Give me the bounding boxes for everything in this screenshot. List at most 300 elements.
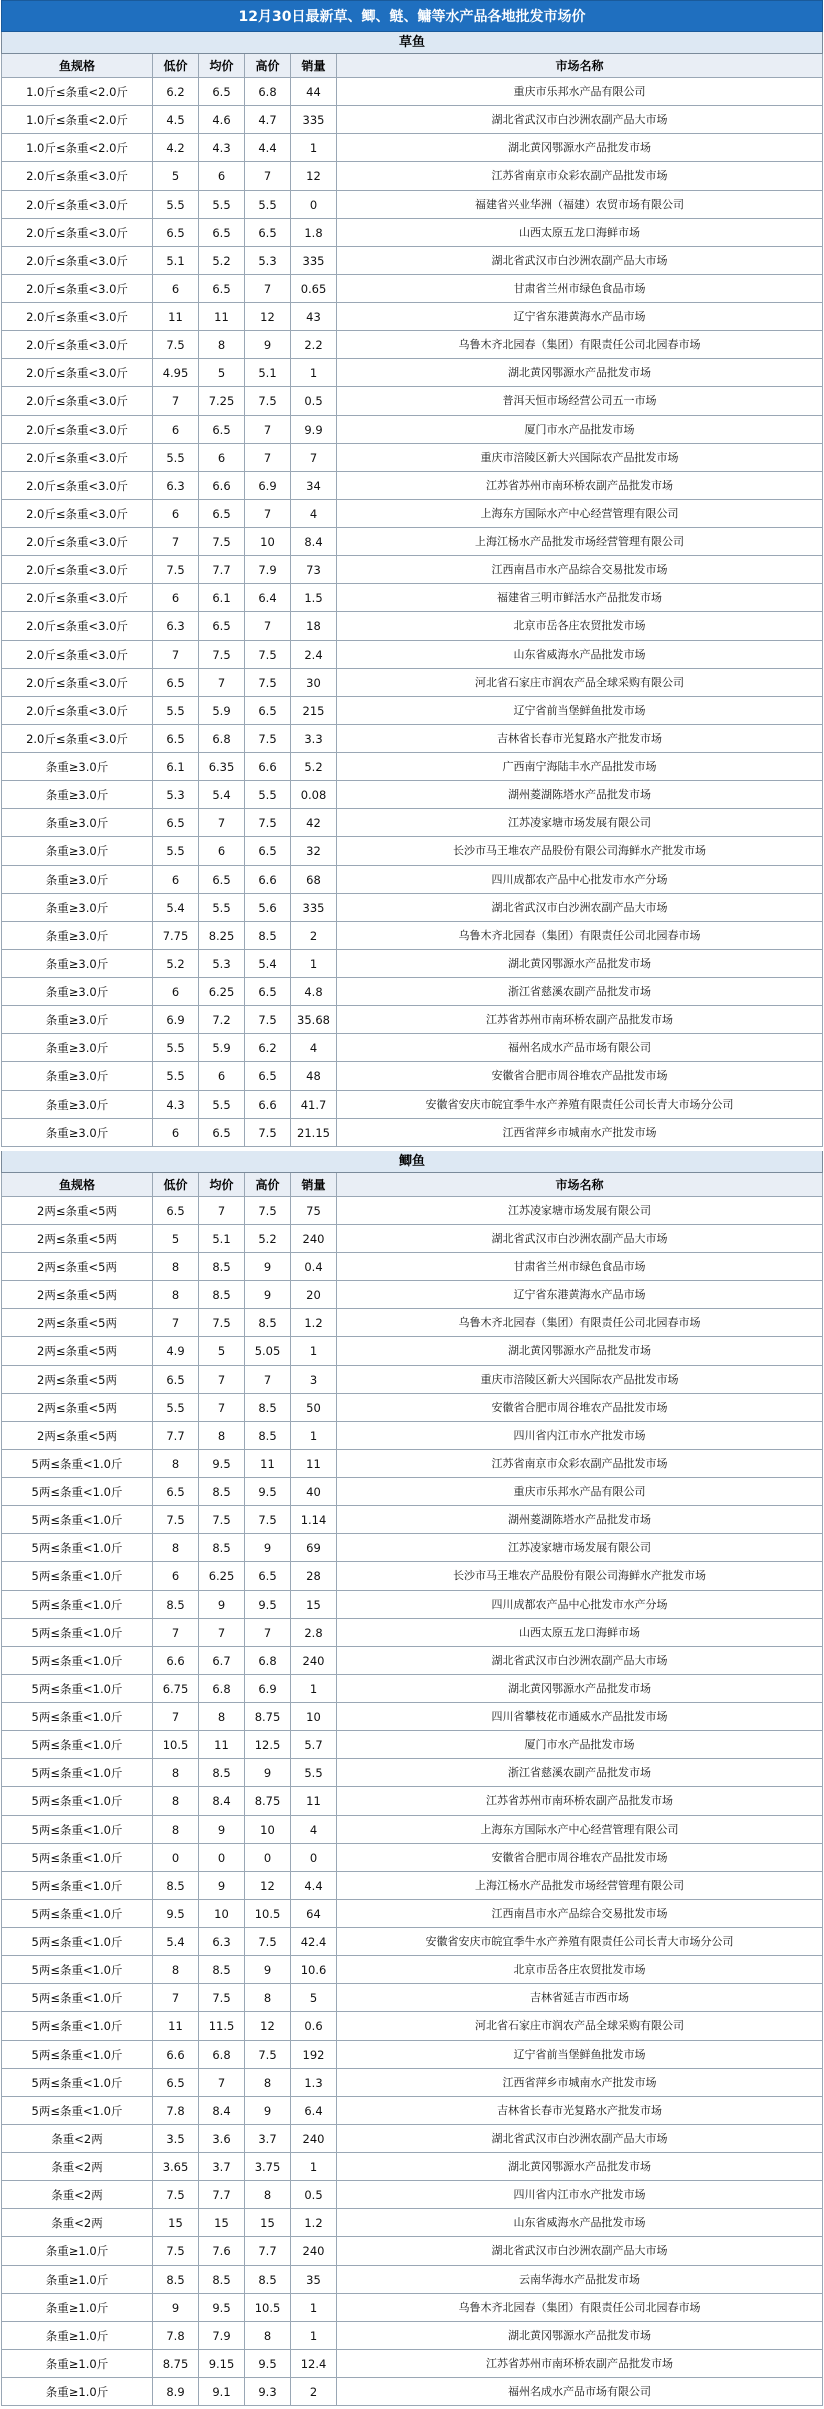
low-price-cell: 4.9 <box>153 1337 199 1365</box>
volume-cell: 12 <box>291 162 337 190</box>
volume-cell: 8.4 <box>291 528 337 556</box>
volume-cell: 50 <box>291 1394 337 1422</box>
avg-price-cell: 8.5 <box>199 1534 245 1562</box>
column-header: 高价 <box>245 1173 291 1197</box>
market-cell: 山西太原五龙口海鲜市场 <box>337 1619 823 1647</box>
volume-cell: 34 <box>291 472 337 500</box>
low-price-cell: 6.5 <box>153 1478 199 1506</box>
volume-cell: 240 <box>291 2237 337 2265</box>
spec-cell: 条重≥1.0斤 <box>1 2350 153 2378</box>
low-price-cell: 5.1 <box>153 247 199 275</box>
low-price-cell: 6.1 <box>153 753 199 781</box>
low-price-cell: 6.6 <box>153 2041 199 2069</box>
table-body <box>1 78 823 1147</box>
spec-cell: 条重≥3.0斤 <box>1 978 153 1006</box>
volume-cell: 0.6 <box>291 2012 337 2040</box>
spec-cell: 条重≥3.0斤 <box>1 950 153 978</box>
spec-cell: 2两≤条重<5两 <box>1 1422 153 1450</box>
volume-cell: 335 <box>291 106 337 134</box>
high-price-cell: 6.9 <box>245 472 291 500</box>
table-row <box>1 978 823 1006</box>
low-price-cell: 6 <box>153 1562 199 1590</box>
sections-container <box>1 32 823 2406</box>
low-price-cell: 6.3 <box>153 612 199 640</box>
column-header: 均价 <box>199 1173 245 1197</box>
table-row <box>1 2209 823 2237</box>
table-row <box>1 866 823 894</box>
high-price-cell: 7 <box>245 612 291 640</box>
avg-price-cell: 5.9 <box>199 1034 245 1062</box>
low-price-cell: 7 <box>153 1309 199 1337</box>
market-cell: 上海江杨水产品批发市场经营管理有限公司 <box>337 528 823 556</box>
volume-cell: 0 <box>291 191 337 219</box>
avg-price-cell: 6.8 <box>199 725 245 753</box>
avg-price-cell: 9.5 <box>199 1450 245 1478</box>
table-row <box>1 950 823 978</box>
table-row <box>1 1506 823 1534</box>
spec-cell: 条重≥1.0斤 <box>1 2294 153 2322</box>
table-row <box>1 303 823 331</box>
avg-price-cell: 8 <box>199 1422 245 1450</box>
high-price-cell: 9 <box>245 1759 291 1787</box>
avg-price-cell: 6.5 <box>199 866 245 894</box>
market-cell: 北京市岳各庄农贸批发市场 <box>337 1956 823 1984</box>
table-row <box>1 1928 823 1956</box>
table-row <box>1 1478 823 1506</box>
high-price-cell: 7.5 <box>245 669 291 697</box>
avg-price-cell: 9.5 <box>199 2294 245 2322</box>
avg-price-cell: 6.25 <box>199 1562 245 1590</box>
avg-price-cell: 6.8 <box>199 2041 245 2069</box>
spec-cell: 5两≤条重<1.0斤 <box>1 1759 153 1787</box>
low-price-cell: 7 <box>153 1984 199 2012</box>
low-price-cell: 6 <box>153 1119 199 1147</box>
low-price-cell: 15 <box>153 2209 199 2237</box>
volume-cell: 192 <box>291 2041 337 2069</box>
table-row <box>1 2322 823 2350</box>
spec-cell: 2.0斤≤条重<3.0斤 <box>1 472 153 500</box>
market-cell: 普洱天恒市场经营公司五一市场 <box>337 387 823 415</box>
spec-cell: 2两≤条重<5两 <box>1 1337 153 1365</box>
avg-price-cell: 5.3 <box>199 950 245 978</box>
table-row <box>1 922 823 950</box>
column-header: 销量 <box>291 1173 337 1197</box>
table-row <box>1 1309 823 1337</box>
volume-cell: 21.15 <box>291 1119 337 1147</box>
low-price-cell: 4.3 <box>153 1091 199 1119</box>
market-cell: 辽宁省前当堡鲜鱼批发市场 <box>337 697 823 725</box>
market-cell: 湖北黄冈鄂源水产品批发市场 <box>337 1675 823 1703</box>
table-row <box>1 219 823 247</box>
market-cell: 吉林省长春市光复路水产批发市场 <box>337 725 823 753</box>
volume-cell: 335 <box>291 894 337 922</box>
avg-price-cell: 6 <box>199 162 245 190</box>
volume-cell: 9.9 <box>291 416 337 444</box>
high-price-cell: 7.5 <box>245 1928 291 1956</box>
low-price-cell: 7 <box>153 641 199 669</box>
spec-cell: 5两≤条重<1.0斤 <box>1 2041 153 2069</box>
table-row <box>1 781 823 809</box>
high-price-cell: 8.5 <box>245 2266 291 2294</box>
high-price-cell: 7.7 <box>245 2237 291 2265</box>
table-row <box>1 472 823 500</box>
avg-price-cell: 6 <box>199 1062 245 1090</box>
spec-cell: 5两≤条重<1.0斤 <box>1 2097 153 2125</box>
volume-cell: 0.65 <box>291 275 337 303</box>
volume-cell: 0.4 <box>291 1253 337 1281</box>
spec-cell: 5两≤条重<1.0斤 <box>1 1478 153 1506</box>
high-price-cell: 7 <box>245 500 291 528</box>
volume-cell: 240 <box>291 2125 337 2153</box>
high-price-cell: 6.6 <box>245 866 291 894</box>
table-row <box>1 1759 823 1787</box>
low-price-cell: 5 <box>153 162 199 190</box>
volume-cell: 5.2 <box>291 753 337 781</box>
table-row <box>1 78 823 106</box>
high-price-cell: 9 <box>245 1253 291 1281</box>
low-price-cell: 6.5 <box>153 219 199 247</box>
low-price-cell: 4.5 <box>153 106 199 134</box>
avg-price-cell: 7.5 <box>199 528 245 556</box>
spec-cell: 条重<2两 <box>1 2209 153 2237</box>
volume-cell: 75 <box>291 1197 337 1225</box>
table-row <box>1 500 823 528</box>
spec-cell: 5两≤条重<1.0斤 <box>1 1956 153 1984</box>
avg-price-cell: 6 <box>199 837 245 865</box>
market-cell: 湖州菱湖陈塔水产品批发市场 <box>337 1506 823 1534</box>
high-price-cell: 6.8 <box>245 1647 291 1675</box>
avg-price-cell: 5.4 <box>199 781 245 809</box>
market-cell: 福建省兴业华洲（福建）农贸市场有限公司 <box>337 191 823 219</box>
spec-cell: 条重≥3.0斤 <box>1 1062 153 1090</box>
low-price-cell: 8 <box>153 1956 199 1984</box>
high-price-cell: 9 <box>245 1281 291 1309</box>
low-price-cell: 4.95 <box>153 359 199 387</box>
volume-cell: 20 <box>291 1281 337 1309</box>
volume-cell: 215 <box>291 697 337 725</box>
column-header: 市场名称 <box>337 1173 823 1197</box>
high-price-cell: 5.3 <box>245 247 291 275</box>
avg-price-cell: 8.25 <box>199 922 245 950</box>
market-cell: 江苏省苏州市南环桥农副产品批发市场 <box>337 1787 823 1815</box>
avg-price-cell: 9 <box>199 1816 245 1844</box>
high-price-cell: 5.4 <box>245 950 291 978</box>
low-price-cell: 7.8 <box>153 2097 199 2125</box>
volume-cell: 1 <box>291 1675 337 1703</box>
table-row <box>1 1225 823 1253</box>
table-row <box>1 1703 823 1731</box>
spec-cell: 2.0斤≤条重<3.0斤 <box>1 444 153 472</box>
table-row <box>1 528 823 556</box>
volume-cell: 48 <box>291 1062 337 1090</box>
table-row <box>1 1844 823 1872</box>
low-price-cell: 3.5 <box>153 2125 199 2153</box>
high-price-cell: 15 <box>245 2209 291 2237</box>
avg-price-cell: 4.6 <box>199 106 245 134</box>
low-price-cell: 8.9 <box>153 2378 199 2406</box>
low-price-cell: 8 <box>153 1253 199 1281</box>
low-price-cell: 8 <box>153 1281 199 1309</box>
spec-cell: 条重≥3.0斤 <box>1 1006 153 1034</box>
market-cell: 辽宁省东港黄海水产品市场 <box>337 1281 823 1309</box>
table-row <box>1 1337 823 1365</box>
volume-cell: 2.8 <box>291 1619 337 1647</box>
low-price-cell: 7.5 <box>153 2237 199 2265</box>
avg-price-cell: 7 <box>199 669 245 697</box>
table-row <box>1 1562 823 1590</box>
avg-price-cell: 6.3 <box>199 1928 245 1956</box>
high-price-cell: 8.5 <box>245 1309 291 1337</box>
avg-price-cell: 5 <box>199 359 245 387</box>
spec-cell: 条重≥3.0斤 <box>1 922 153 950</box>
market-cell: 上海东方国际水产中心经营管理有限公司 <box>337 1816 823 1844</box>
market-cell: 四川省内江市水产批发市场 <box>337 2181 823 2209</box>
market-cell: 江苏省南京市众彩农副产品批发市场 <box>337 1450 823 1478</box>
market-cell: 湖北黄冈鄂源水产品批发市场 <box>337 134 823 162</box>
low-price-cell: 6.9 <box>153 1006 199 1034</box>
volume-cell: 30 <box>291 669 337 697</box>
market-cell: 吉林省延吉市西市场 <box>337 1984 823 2012</box>
market-cell: 湖北黄冈鄂源水产品批发市场 <box>337 950 823 978</box>
table-row <box>1 134 823 162</box>
spec-cell: 5两≤条重<1.0斤 <box>1 1647 153 1675</box>
spec-cell: 2.0斤≤条重<3.0斤 <box>1 612 153 640</box>
high-price-cell: 7 <box>245 162 291 190</box>
low-price-cell: 6 <box>153 500 199 528</box>
market-cell: 湖北黄冈鄂源水产品批发市场 <box>337 2322 823 2350</box>
market-cell: 湖北黄冈鄂源水产品批发市场 <box>337 359 823 387</box>
volume-cell: 41.7 <box>291 1091 337 1119</box>
low-price-cell: 5.4 <box>153 1928 199 1956</box>
section-grass-carp <box>1 32 823 1147</box>
low-price-cell: 7.5 <box>153 331 199 359</box>
spec-cell: 5两≤条重<1.0斤 <box>1 1506 153 1534</box>
low-price-cell: 6.5 <box>153 1366 199 1394</box>
avg-price-cell: 8.5 <box>199 1281 245 1309</box>
market-cell: 吉林省长春市光复路水产批发市场 <box>337 2097 823 2125</box>
volume-cell: 240 <box>291 1225 337 1253</box>
high-price-cell: 7 <box>245 1619 291 1647</box>
spec-cell: 条重<2两 <box>1 2153 153 2181</box>
table-row <box>1 1647 823 1675</box>
volume-cell: 1.2 <box>291 1309 337 1337</box>
volume-cell: 5 <box>291 1984 337 2012</box>
avg-price-cell: 8.5 <box>199 1253 245 1281</box>
market-cell: 四川成都农产品中心批发市水产分场 <box>337 1591 823 1619</box>
table-row <box>1 1006 823 1034</box>
table-row <box>1 275 823 303</box>
high-price-cell: 6.5 <box>245 697 291 725</box>
high-price-cell: 5.1 <box>245 359 291 387</box>
high-price-cell: 4.4 <box>245 134 291 162</box>
avg-price-cell: 5.2 <box>199 247 245 275</box>
high-price-cell: 7.5 <box>245 641 291 669</box>
table-row <box>1 191 823 219</box>
low-price-cell: 6 <box>153 416 199 444</box>
high-price-cell: 7 <box>245 275 291 303</box>
low-price-cell: 7.5 <box>153 2181 199 2209</box>
table-row <box>1 1253 823 1281</box>
high-price-cell: 12.5 <box>245 1731 291 1759</box>
low-price-cell: 6.75 <box>153 1675 199 1703</box>
high-price-cell: 5.6 <box>245 894 291 922</box>
avg-price-cell: 11 <box>199 1731 245 1759</box>
low-price-cell: 5.2 <box>153 950 199 978</box>
table-row <box>1 1619 823 1647</box>
spec-cell: 5两≤条重<1.0斤 <box>1 1872 153 1900</box>
market-cell: 厦门市水产品批发市场 <box>337 1731 823 1759</box>
low-price-cell: 11 <box>153 303 199 331</box>
table-row <box>1 106 823 134</box>
spec-cell: 2.0斤≤条重<3.0斤 <box>1 669 153 697</box>
high-price-cell: 6.5 <box>245 978 291 1006</box>
low-price-cell: 5.5 <box>153 837 199 865</box>
low-price-cell: 5.4 <box>153 894 199 922</box>
high-price-cell: 8 <box>245 2322 291 2350</box>
high-price-cell: 6.9 <box>245 1675 291 1703</box>
high-price-cell: 7.5 <box>245 1119 291 1147</box>
high-price-cell: 8.5 <box>245 922 291 950</box>
low-price-cell: 8.5 <box>153 2266 199 2294</box>
spec-cell: 5两≤条重<1.0斤 <box>1 1787 153 1815</box>
price-sheet <box>1 0 823 2406</box>
table-row <box>1 556 823 584</box>
volume-cell: 42 <box>291 809 337 837</box>
avg-price-cell: 7.5 <box>199 1309 245 1337</box>
spec-cell: 2.0斤≤条重<3.0斤 <box>1 219 153 247</box>
avg-price-cell: 6.5 <box>199 1119 245 1147</box>
table-row <box>1 1900 823 1928</box>
market-cell: 江苏凌家塘市场发展有限公司 <box>337 1534 823 1562</box>
table-row <box>1 1534 823 1562</box>
market-cell: 江西省萍乡市城南水产批发市场 <box>337 2069 823 2097</box>
low-price-cell: 6.2 <box>153 78 199 106</box>
market-cell: 湖北省武汉市白沙洲农副产品大市场 <box>337 2125 823 2153</box>
market-cell: 安徽省合肥市周谷堆农产品批发市场 <box>337 1394 823 1422</box>
low-price-cell: 6.5 <box>153 809 199 837</box>
column-header: 市场名称 <box>337 54 823 78</box>
spec-cell: 条重<2两 <box>1 2125 153 2153</box>
table-row <box>1 2012 823 2040</box>
high-price-cell: 7.9 <box>245 556 291 584</box>
spec-cell: 5两≤条重<1.0斤 <box>1 1928 153 1956</box>
low-price-cell: 5.5 <box>153 1034 199 1062</box>
low-price-cell: 5.5 <box>153 1062 199 1090</box>
column-header: 鱼规格 <box>1 54 153 78</box>
market-cell: 湖北黄冈鄂源水产品批发市场 <box>337 1337 823 1365</box>
high-price-cell: 9 <box>245 1956 291 1984</box>
low-price-cell: 10.5 <box>153 1731 199 1759</box>
spec-cell: 条重≥3.0斤 <box>1 809 153 837</box>
low-price-cell: 7.8 <box>153 2322 199 2350</box>
high-price-cell: 6.6 <box>245 1091 291 1119</box>
table-row <box>1 584 823 612</box>
table-row <box>1 2266 823 2294</box>
table-row <box>1 444 823 472</box>
market-cell: 江苏省苏州市南环桥农副产品批发市场 <box>337 472 823 500</box>
low-price-cell: 6 <box>153 275 199 303</box>
low-price-cell: 8.75 <box>153 2350 199 2378</box>
avg-price-cell: 11.5 <box>199 2012 245 2040</box>
volume-cell: 1.2 <box>291 2209 337 2237</box>
spec-cell: 5两≤条重<1.0斤 <box>1 1591 153 1619</box>
avg-price-cell: 6.35 <box>199 753 245 781</box>
volume-cell: 1 <box>291 1422 337 1450</box>
spec-cell: 5两≤条重<1.0斤 <box>1 1619 153 1647</box>
table-row <box>1 1591 823 1619</box>
volume-cell: 4 <box>291 500 337 528</box>
spec-cell: 2.0斤≤条重<3.0斤 <box>1 247 153 275</box>
avg-price-cell: 6.1 <box>199 584 245 612</box>
low-price-cell: 7.5 <box>153 1506 199 1534</box>
market-cell: 山西太原五龙口海鲜市场 <box>337 219 823 247</box>
section-crucian-carp <box>1 1151 823 2406</box>
volume-cell: 7 <box>291 444 337 472</box>
avg-price-cell: 5 <box>199 1337 245 1365</box>
high-price-cell: 10.5 <box>245 1900 291 1928</box>
spec-cell: 2.0斤≤条重<3.0斤 <box>1 528 153 556</box>
spec-cell: 1.0斤≤条重<2.0斤 <box>1 78 153 106</box>
volume-cell: 0.5 <box>291 2181 337 2209</box>
low-price-cell: 5.5 <box>153 697 199 725</box>
low-price-cell: 8.5 <box>153 1872 199 1900</box>
spec-cell: 5两≤条重<1.0斤 <box>1 1984 153 2012</box>
spec-cell: 条重≥1.0斤 <box>1 2237 153 2265</box>
table-row <box>1 1984 823 2012</box>
market-cell: 江苏凌家塘市场发展有限公司 <box>337 809 823 837</box>
table-row <box>1 809 823 837</box>
avg-price-cell: 7.9 <box>199 2322 245 2350</box>
avg-price-cell: 4.3 <box>199 134 245 162</box>
volume-cell: 1 <box>291 1337 337 1365</box>
high-price-cell: 9.5 <box>245 2350 291 2378</box>
spec-cell: 2.0斤≤条重<3.0斤 <box>1 359 153 387</box>
spec-cell: 5两≤条重<1.0斤 <box>1 1450 153 1478</box>
volume-cell: 42.4 <box>291 1928 337 1956</box>
table-body <box>1 1197 823 2406</box>
avg-price-cell: 8.4 <box>199 2097 245 2125</box>
high-price-cell: 12 <box>245 1872 291 1900</box>
avg-price-cell: 7.5 <box>199 1984 245 2012</box>
table-row <box>1 2378 823 2406</box>
high-price-cell: 8 <box>245 2069 291 2097</box>
spec-cell: 2两≤条重<5两 <box>1 1225 153 1253</box>
table-row <box>1 1675 823 1703</box>
table-row <box>1 359 823 387</box>
spec-cell: 2两≤条重<5两 <box>1 1281 153 1309</box>
high-price-cell: 6.5 <box>245 1562 291 1590</box>
spec-cell: 条重≥1.0斤 <box>1 2266 153 2294</box>
table-row <box>1 2125 823 2153</box>
avg-price-cell: 7 <box>199 809 245 837</box>
spec-cell: 2.0斤≤条重<3.0斤 <box>1 584 153 612</box>
table-row <box>1 2294 823 2322</box>
volume-cell: 12.4 <box>291 2350 337 2378</box>
volume-cell: 1 <box>291 950 337 978</box>
table-row <box>1 2041 823 2069</box>
volume-cell: 1 <box>291 2294 337 2322</box>
table-row <box>1 1091 823 1119</box>
market-cell: 安徽省安庆市皖宜季牛水产养殖有限责任公司长青大市场分公司 <box>337 1091 823 1119</box>
high-price-cell: 10 <box>245 1816 291 1844</box>
market-cell: 北京市岳各庄农贸批发市场 <box>337 612 823 640</box>
avg-price-cell: 8.5 <box>199 1759 245 1787</box>
table-row <box>1 416 823 444</box>
volume-cell: 1 <box>291 134 337 162</box>
low-price-cell: 6.5 <box>153 1197 199 1225</box>
table-row <box>1 331 823 359</box>
table-row <box>1 1062 823 1090</box>
